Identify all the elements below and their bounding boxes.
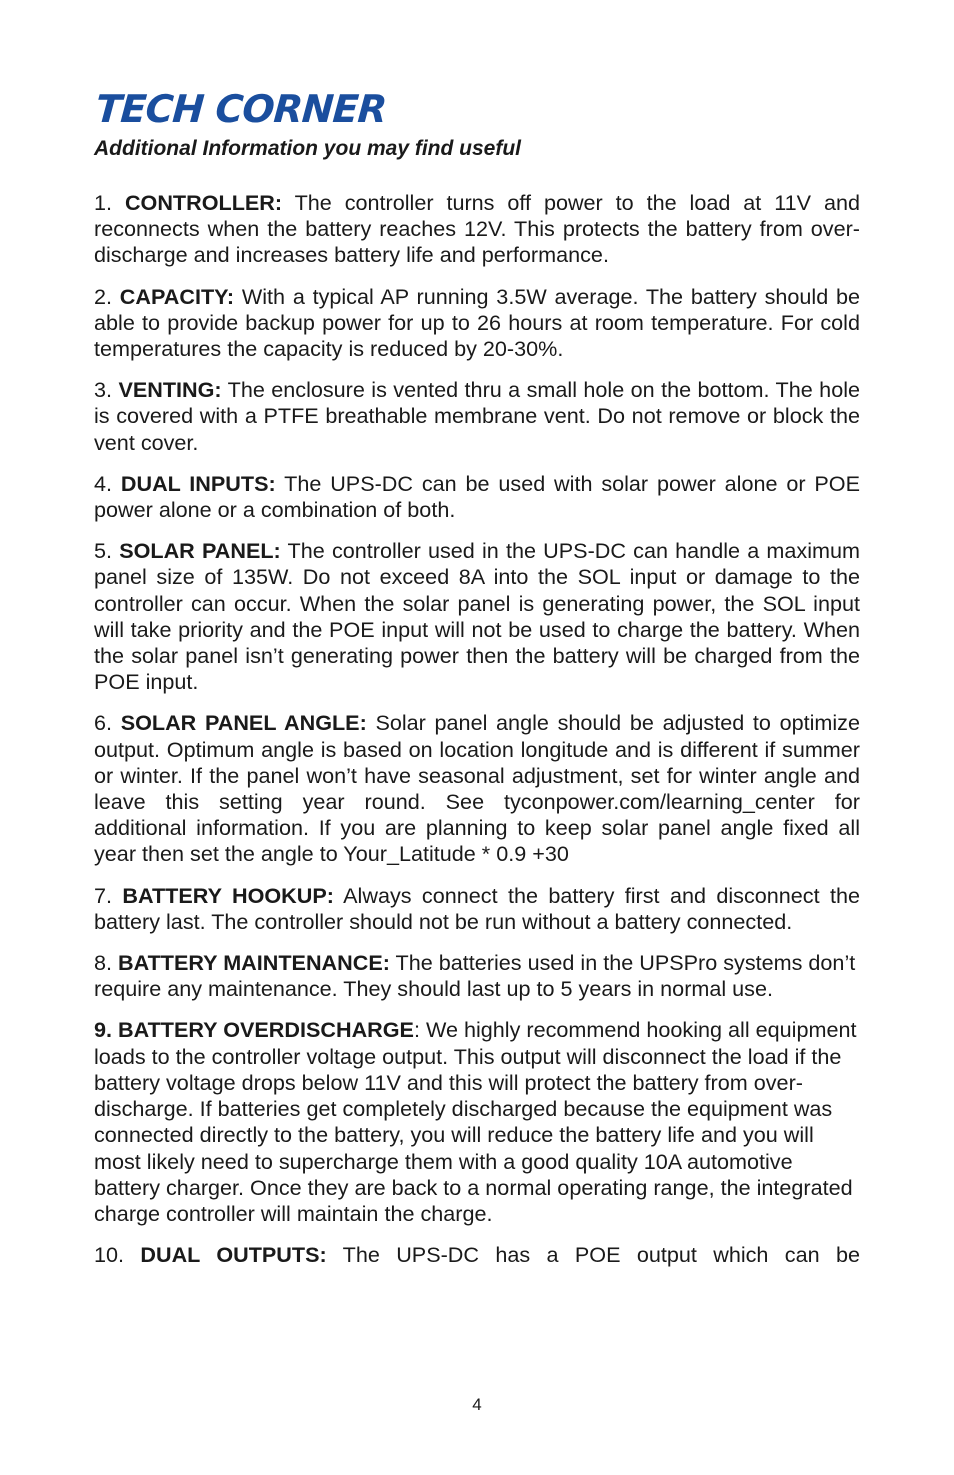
item-text: Always connect the battery first and disconnect the battery last. The controller should not be run without a battery connected. [94,882,860,934]
item-text: The controller turns off power to the load at 11V and reconnects when the battery reaches 12V. This protects the battery from over-discharge and increases battery life and performance. [94,190,860,268]
item-text: The UPS-DC has a POE output which can be [326,1242,860,1268]
list-item-battery-maintenance [94,950,860,1002]
item-number: 6. [94,710,121,736]
item-label: DUAL INPUTS: [120,470,276,496]
item-label: CAPACITY: [119,283,235,309]
item-label: BATTERY MAINTENANCE: [118,950,390,976]
item-number: 2. [94,283,120,309]
list-item-controller [94,190,860,269]
item-text: With a typical AP running 3.5W average. The battery should be able to provide backup power for up to 26 hours at room temperature. For cold temperatures the capacity is reduced by 20-30%. [94,283,860,362]
page-title: TECH CORNER [94,87,388,131]
item-number: 8. [94,950,119,976]
item-label: BATTERY OVERDISCHARGE [118,1017,414,1043]
item-text: The enclosure is vented thru a small hole on the bottom. The hole is covered with a PTFE breathable membrane vent. Do not remove or block the vent cover. [94,377,861,455]
list-item-battery-hookup [94,883,860,935]
tech-notes-list [94,190,860,1268]
item-text: The controller used in the UPS-DC can handle a maximum panel size of 135W. Do not exceed 8A into the SOL input or damage to the controller can occur. When the solar panel is generating power, the SOL input will take priority and the POE input will not be used to charge the battery. When the solar panel isn’t generating power then the battery will be charged from the POE input. [94,538,860,695]
item-number: 7. [94,882,123,908]
list-item-solar-panel-angle [94,710,860,867]
item-number: 10. [94,1242,141,1268]
item-number: 9. [94,1017,119,1043]
item-label: BATTERY HOOKUP: [122,882,334,908]
page-number: 4 [472,1395,482,1414]
item-label: SOLAR PANEL ANGLE: [120,710,367,736]
list-item-battery-overdischarge [94,1017,860,1227]
item-number: 4. [94,470,121,496]
item-label: VENTING: [118,377,222,403]
list-item-dual-inputs [94,471,860,523]
list-item-venting [94,377,860,456]
list-item-capacity [94,284,860,363]
item-text: The UPS-DC can be used with solar power alone or POE power alone or a combination of both. [94,470,860,523]
item-label: SOLAR PANEL: [119,538,281,564]
item-text: : We highly recommend hooking all equipment loads to the controller voltage output. This output will disconnect the load if the battery voltage drops below 11V and this will protect the battery from over-discharge. If batteries get completely discharged because the equipment was connected directly to the battery, you will reduce the battery life and you will most likely need to supercharge them with a good quality 10A automotive battery charger. Once they are back to a normal operating range, the integrated charge controller will maintain the charge. [94,1017,857,1226]
item-number: 3. [94,377,119,403]
list-item-solar-panel [94,538,860,695]
page-content [94,84,860,1283]
item-number: 5. [94,538,120,564]
page-subtitle: Additional Information you may find useful [94,137,522,160]
item-label: DUAL OUTPUTS: [140,1242,327,1268]
list-item-dual-outputs [94,1242,860,1268]
item-text: The batteries used in the UPSPro systems don’t require any maintenance. They should last up to 5 years in normal use. [94,950,856,1002]
item-number: 1. [94,190,125,215]
item-text: Solar panel angle should be adjusted to optimize output. Optimum angle is based on location longitude and is different if summer or winter. If the panel won’t have seasonal adjustment, set for winter angle and leave this setting year round. See tyconpower.com/learning_center for additional information. If you are planning to keep solar panel angle fixed all year then set the angle to Your_Latitude * 0.9 +30 [94,710,860,867]
item-label: CONTROLLER: [124,190,283,215]
